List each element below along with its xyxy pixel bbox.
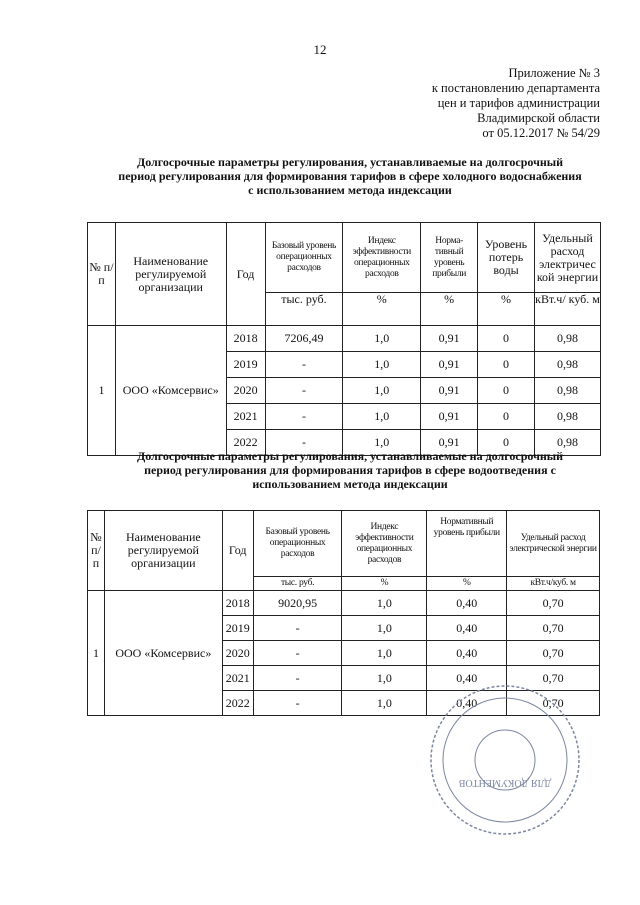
unit-base: тыс. руб. (265, 293, 343, 326)
unit-loss: % (478, 293, 535, 326)
cell-profit: 0,40 (427, 641, 507, 666)
table1-title (100, 155, 600, 197)
cell-index: 1,0 (342, 691, 427, 716)
unit-base: тыс. руб. (253, 577, 342, 591)
cell-profit: 0,40 (427, 591, 507, 616)
cell-profit: 0,91 (421, 326, 478, 352)
cell-index: 1,0 (343, 404, 421, 430)
cell-year: 2019 (226, 352, 265, 378)
cell-year: 2018 (226, 326, 265, 352)
appendix-note (390, 66, 600, 141)
cell-loss: 0 (478, 404, 535, 430)
appendix-line: цен и тарифов администрации (437, 96, 600, 110)
cell-profit: 0,91 (421, 378, 478, 404)
header-year: Год (226, 223, 265, 326)
cell-base: 7206,49 (265, 326, 343, 352)
title-line: с использованием метода индексации (248, 183, 452, 197)
appendix-line: от 05.12.2017 № 54/29 (482, 126, 600, 140)
cell-year: 2020 (222, 641, 253, 666)
cell-base: - (253, 666, 342, 691)
cell-base: - (265, 430, 343, 456)
cell-loss: 0 (478, 352, 535, 378)
cell-energy: 0,70 (507, 591, 600, 616)
unit-index: % (343, 293, 421, 326)
header-profit: Норма-тивный уровень прибыли (421, 223, 478, 293)
cell-loss: 0 (478, 430, 535, 456)
cell-energy: 0,70 (507, 666, 600, 691)
row-num: 1 (88, 326, 116, 456)
cell-energy: 0,70 (507, 616, 600, 641)
table-row (88, 326, 601, 352)
cell-base: - (265, 378, 343, 404)
header-org: Наименование регулируемой организации (115, 223, 226, 326)
cell-base: - (265, 404, 343, 430)
cell-profit: 0,91 (421, 430, 478, 456)
cell-year: 2022 (222, 691, 253, 716)
header-year: Год (222, 511, 253, 591)
cell-index: 1,0 (342, 591, 427, 616)
header-energy: Удельный расход электричес кой энергии (534, 223, 600, 293)
cell-energy: 0,98 (534, 404, 600, 430)
unit-profit: % (421, 293, 478, 326)
header-base: Базовый уровень операционных расходов (265, 223, 343, 293)
cell-profit: 0,40 (427, 616, 507, 641)
cell-base: - (253, 691, 342, 716)
cell-base: 9020,95 (253, 591, 342, 616)
cell-year: 2021 (222, 666, 253, 691)
cell-profit: 0,91 (421, 352, 478, 378)
cell-year: 2021 (226, 404, 265, 430)
title-line: период регулирования для формирования тарифов в сфере холодного водоснабжения (118, 169, 582, 183)
cell-energy: 0,98 (534, 326, 600, 352)
cell-profit: 0,40 (427, 666, 507, 691)
appendix-line: Владимирской области (477, 111, 600, 125)
header-index: Индекс эффективности операционных расходов (342, 511, 427, 577)
unit-energy: кВт.ч/куб. м (507, 577, 600, 591)
header-profit: Нормативный уровень прибыли (427, 511, 507, 577)
appendix-line: Приложение № 3 (508, 66, 600, 80)
header-num: № п/ п (88, 511, 105, 591)
cell-index: 1,0 (343, 430, 421, 456)
row-org: ООО «Комсервис» (104, 591, 222, 716)
cell-base: - (253, 641, 342, 666)
cell-profit: 0,91 (421, 404, 478, 430)
title-line: использованием метода индексации (252, 477, 448, 491)
title-line: период регулирования для формирования тарифов в сфере водоотведения с (144, 463, 556, 477)
header-num: № п/ п (88, 223, 116, 326)
cell-index: 1,0 (342, 616, 427, 641)
cell-energy: 0,70 (507, 641, 600, 666)
cell-loss: 0 (478, 378, 535, 404)
cell-loss: 0 (478, 326, 535, 352)
row-num: 1 (88, 591, 105, 716)
table2-title (100, 449, 600, 491)
header-index: Индекс эффективности операционных расходов (343, 223, 421, 293)
row-org: ООО «Комсервис» (115, 326, 226, 456)
header-energy: Удельный расход электрической энергии (507, 511, 600, 577)
table-row (88, 591, 600, 616)
cell-energy: 0,70 (507, 691, 600, 716)
appendix-line: к постановлению департамента (431, 81, 600, 95)
cell-year: 2020 (226, 378, 265, 404)
cell-energy: 0,98 (534, 378, 600, 404)
stamp-text: ДЛЯ ДОКУМЕНТОВ (458, 777, 552, 788)
header-loss: Уровень потерь воды (478, 223, 535, 293)
cell-energy: 0,98 (534, 352, 600, 378)
cell-index: 1,0 (342, 666, 427, 691)
unit-profit: % (427, 577, 507, 591)
cell-index: 1,0 (343, 378, 421, 404)
header-base: Базовый уровень операционных расходов (253, 511, 342, 577)
cell-year: 2019 (222, 616, 253, 641)
cell-energy: 0,98 (534, 430, 600, 456)
cell-year: 2022 (226, 430, 265, 456)
page-number: 12 (313, 42, 327, 57)
cell-base: - (265, 352, 343, 378)
title-line: Долгосрочные параметры регулирования, устанавливаемые на долгосрочный (136, 449, 564, 463)
unit-index: % (342, 577, 427, 591)
cell-index: 1,0 (342, 641, 427, 666)
cell-year: 2018 (222, 591, 253, 616)
title-line: Долгосрочные параметры регулирования, устанавливаемые на долгосрочный (136, 155, 564, 169)
cell-index: 1,0 (343, 326, 421, 352)
header-org: Наименование регулируемой организации (104, 511, 222, 591)
table-cold-water (87, 222, 601, 456)
cell-base: - (253, 616, 342, 641)
cell-index: 1,0 (343, 352, 421, 378)
unit-energy: кВт.ч/ куб. м (534, 293, 600, 326)
official-stamp (425, 680, 585, 840)
cell-profit: 0,40 (427, 691, 507, 716)
